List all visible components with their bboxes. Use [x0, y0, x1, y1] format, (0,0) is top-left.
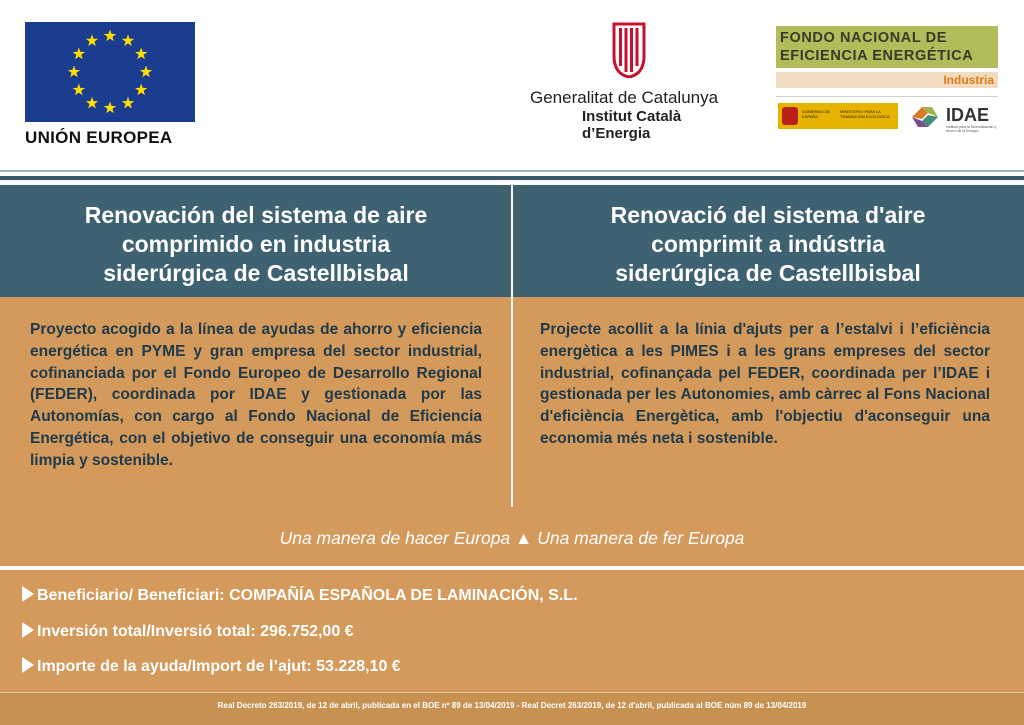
title-catalan [528, 201, 1008, 288]
fnee-sector: Industria [776, 72, 998, 88]
catalan-emblem-icon [612, 22, 646, 78]
eu-star-icon [104, 102, 116, 114]
fnee-partners [776, 96, 998, 137]
eu-logo [25, 22, 195, 148]
eu-stars [25, 22, 195, 122]
title-ca-line2: comprimit a indústria [651, 231, 885, 257]
header-separator-thin [0, 170, 1024, 172]
eu-star-icon [104, 30, 116, 42]
fnee-title [776, 26, 998, 68]
play-arrow-icon [22, 657, 34, 673]
eu-star-icon [140, 66, 152, 78]
eu-star-icon [86, 97, 98, 109]
fnee-title-line1: FONDO NACIONAL DE [780, 30, 948, 46]
gobierno-text: GOBIERNO DE ESPAÑA [802, 109, 831, 119]
idae-text: IDAE [946, 105, 990, 125]
fnee-title-line2: EFICIENCIA ENERGÉTICA [780, 48, 974, 64]
idae-mark-icon [908, 101, 942, 133]
eu-star-icon [122, 97, 134, 109]
generalitat-name: Generalitat de Catalunya [530, 88, 719, 107]
investment-line [22, 622, 354, 641]
title-ca-line1: Renovació del sistema d'aire [610, 202, 926, 228]
description-spanish: Proyecto acogido a la línea de ayudas de ahorro y eficiencia energética en PYME y gran empresa del sector industrial, cofinanciada por el Fondo Europeo de Desarrollo Regional (FEDER), coordinada por IDAE y gestionada por las Autonomías, con cargo al Fondo Nacional de Eficiencia Energética, con el objetivo de conseguir una economía más limpia y sostenible. [30, 321, 482, 469]
spain-crest-icon [782, 107, 798, 125]
institut-name [582, 108, 681, 142]
fnee-logo [776, 26, 998, 144]
eu-star-icon [68, 66, 80, 78]
eu-star-icon [135, 48, 147, 60]
eu-star-icon [73, 48, 85, 60]
legal-footer: Real Decreto 263/2019, de 12 de abril, publicada en el BOE nº 89 de 13/04/2019 - Real Decret 263/2019, de 12 d'abril, publicada al BOE núm 89 de 13/04/2019 [0, 692, 1024, 725]
eu-star-icon [86, 34, 98, 46]
institut-line1: Institut Català [582, 108, 682, 125]
title-spanish [16, 201, 496, 288]
info-separator [0, 566, 1024, 570]
motto: Una manera de hacer Europa ▲ Una manera de fer Europa [279, 528, 745, 548]
aid-text: Importe de la ayuda/Import de l’ajut: 53.228,10 € [37, 658, 401, 675]
eu-star-icon [122, 34, 134, 46]
eu-star-icon [135, 84, 147, 96]
title-ca-line3: siderúrgica de Castellbisbal [615, 260, 921, 286]
beneficiary-text: Beneficiario/ Beneficiari: COMPAÑÍA ESPAÑOLA DE LAMINACIÓN, S.L. [37, 587, 578, 604]
header-separator-thick [0, 176, 1024, 180]
play-arrow-icon [22, 622, 34, 638]
aid-line [22, 657, 401, 676]
beneficiary-line [22, 586, 578, 605]
eu-caption: UNIÓN EUROPEA [25, 128, 173, 147]
eu-star-icon [73, 84, 85, 96]
ministerio-text: MINISTERIO PARA LA TRANSICIÓN ECOLÓGICA [840, 109, 890, 119]
idae-subtitle: Instituto para la Diversificación y Ahorro de la Energía [946, 125, 997, 133]
column-divider [511, 185, 513, 507]
investment-text: Inversión total/Inversió total: 296.752,00 € [37, 623, 354, 640]
title-es-line1: Renovación del sistema de aire [84, 202, 428, 228]
title-es-line2: comprimido en industria [121, 231, 391, 257]
gobierno-logo [778, 103, 898, 129]
title-es-line3: siderúrgica de Castellbisbal [103, 260, 409, 286]
description-catalan: Projecte acollit a la línia d'ajuts per a l’estalvi i l’eficiència energètica a les PIMES i a les grans empreses del sector industrial, cofinançada pel FEDER, coordinada per l’IDAE i gestionada per les Autonomies, amb càrrec al Fons Nacional d'eficiència Energètica, amb l'objectiu d'aconseguir una economia més neta i sostenible. [540, 321, 990, 447]
institut-line2: d’Energia [582, 125, 651, 142]
eu-flag-icon [25, 22, 195, 122]
play-arrow-icon [22, 586, 34, 602]
